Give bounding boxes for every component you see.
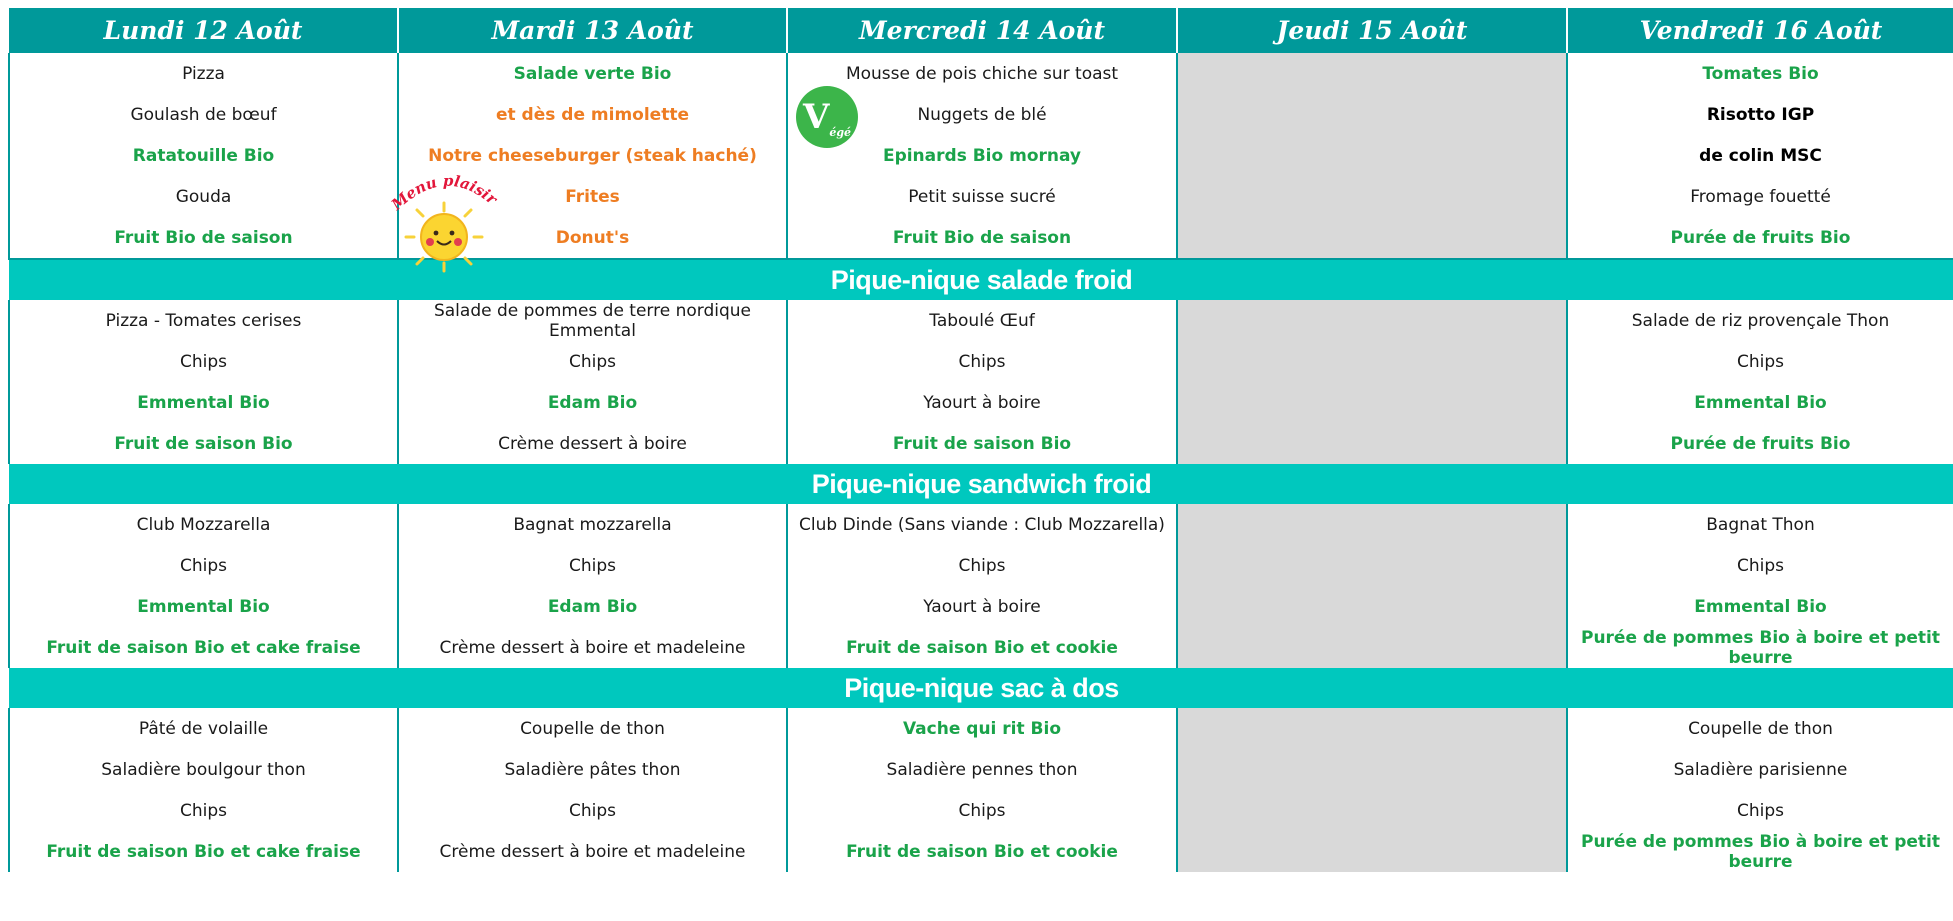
- menu-item: Club Dinde (Sans viande : Club Mozzarella): [799, 514, 1165, 535]
- menu-cell-wednesday: [787, 300, 1177, 464]
- menu-item: Saladière pennes thon: [886, 759, 1078, 780]
- menu-item: Saladière parisienne: [1673, 759, 1848, 780]
- menu-item: Fruit de saison Bio et cake fraise: [46, 841, 361, 862]
- menu-cell-tuesday: [398, 300, 787, 464]
- menu-item: Salade de riz provençale Thon: [1631, 310, 1890, 331]
- menu-item: Yaourt à boire: [923, 596, 1041, 617]
- day-header-monday: Lundi 12 Août: [9, 8, 398, 53]
- menu-item: Vache qui rit Bio: [902, 718, 1062, 739]
- menu-cell-monday: [9, 300, 398, 464]
- closed-day-cell: [1177, 300, 1567, 464]
- menu-item: Purée de fruits Bio: [1670, 227, 1851, 248]
- menu-item: Chips: [568, 351, 616, 372]
- day-header-row: [9, 8, 1953, 53]
- menu-table: [8, 8, 1953, 872]
- menu-item: et dès de mimolette: [495, 104, 689, 125]
- menu-item: Epinards Bio mornay: [882, 145, 1082, 166]
- menu-cell-monday: [9, 708, 398, 872]
- menu-item: Mousse de pois chiche sur toast: [845, 63, 1119, 84]
- menu-item: Chips: [958, 800, 1006, 821]
- menu-cell-monday: [9, 504, 398, 668]
- menu-item: Gouda: [175, 186, 232, 207]
- menu-item: Purée de pommes Bio à boire et petit beurre: [1580, 627, 1941, 668]
- menu-item: Emmental Bio: [1694, 392, 1827, 413]
- menu-item: Saladière boulgour thon: [101, 759, 306, 780]
- menu-item: Emmental Bio: [137, 392, 270, 413]
- menu-item: Pizza - Tomates cerises: [105, 310, 302, 331]
- menu-item: Pâté de volaille: [138, 718, 269, 739]
- menu-item: Chips: [568, 555, 616, 576]
- menu-item: Emmental Bio: [137, 596, 270, 617]
- menu-item: Taboulé Œuf: [929, 310, 1035, 331]
- menu-cell-friday: [1567, 708, 1953, 872]
- menu-item: Chips: [179, 800, 227, 821]
- menu-cell-monday: [9, 53, 398, 259]
- menu-cell-wednesday: [787, 53, 1177, 259]
- menu-item: Chips: [1736, 800, 1784, 821]
- menu-cell-tuesday: [398, 504, 787, 668]
- menu-item: Notre cheeseburger (steak haché): [428, 145, 757, 166]
- weekly-menu: [8, 8, 1953, 921]
- menu-cell-friday: [1567, 53, 1953, 259]
- menu-item: Petit suisse sucré: [908, 186, 1056, 207]
- menu-item: Risotto IGP: [1706, 104, 1815, 125]
- menu-item: Tomates Bio: [1702, 63, 1819, 84]
- menu-cell-wednesday: [787, 708, 1177, 872]
- day-header-friday: Vendredi 16 Août: [1567, 8, 1953, 53]
- menu-item: Purée de pommes Bio à boire et petit beurre: [1580, 831, 1941, 872]
- menu-item: Fruit Bio de saison: [114, 227, 293, 248]
- menu-item: Fruit de saison Bio et cake fraise: [46, 637, 361, 658]
- menu-item: Bagnat mozzarella: [513, 514, 672, 535]
- menu-item: Chips: [1736, 351, 1784, 372]
- closed-day-cell: [1177, 708, 1567, 872]
- menu-item: Fruit de saison Bio: [114, 433, 293, 454]
- menu-item: Chips: [179, 351, 227, 372]
- vege-letter: V: [802, 97, 830, 137]
- day-header-tuesday: Mardi 13 Août: [398, 8, 787, 53]
- menu-item: Nuggets de blé: [917, 104, 1047, 125]
- menu-cell-wednesday: [787, 504, 1177, 668]
- menu-plaisir-label: Menu plaisir: [389, 171, 501, 214]
- lunch-menu-row: [9, 53, 1953, 259]
- menu-item: Goulash de bœuf: [130, 104, 277, 125]
- menu-cell-friday: [1567, 300, 1953, 464]
- menu-item: Coupelle de thon: [1688, 718, 1833, 739]
- day-header-thursday: Jeudi 15 Août: [1177, 8, 1567, 53]
- menu-item: Fruit Bio de saison: [892, 227, 1072, 248]
- menu-item: Edam Bio: [547, 596, 638, 617]
- menu-item: Edam Bio: [547, 392, 638, 413]
- menu-item: Coupelle de thon: [520, 718, 665, 739]
- vege-icon: [796, 86, 858, 148]
- section-title: Pique-nique sac à dos: [9, 668, 1953, 708]
- menu-item: Chips: [179, 555, 227, 576]
- picnic-menu-row: [9, 300, 1953, 464]
- menu-item: Purée de fruits Bio: [1670, 433, 1851, 454]
- menu-item: Club Mozzarella: [136, 514, 271, 535]
- menu-item: Emmental Bio: [1694, 596, 1827, 617]
- menu-item: Chips: [568, 800, 616, 821]
- section-title: Pique-nique sandwich froid: [9, 464, 1953, 504]
- menu-item: Chips: [1736, 555, 1784, 576]
- menu-item: Salade verte Bio: [513, 63, 672, 84]
- menu-item: Pizza: [182, 63, 225, 84]
- menu-body: [9, 53, 1953, 872]
- menu-item: Fruit de saison Bio: [892, 433, 1072, 454]
- section-header-row: [9, 259, 1953, 300]
- vege-suffix: égé: [829, 125, 852, 139]
- menu-item: Fromage fouetté: [1690, 186, 1831, 207]
- menu-item: de colin MSC: [1699, 145, 1822, 166]
- menu-item: Bagnat Thon: [1706, 514, 1815, 535]
- section-title: Pique-nique salade froid: [9, 259, 1953, 300]
- menu-item: Chips: [958, 351, 1006, 372]
- menu-plaisir-sun-icon: [389, 163, 509, 273]
- menu-item: Frites: [565, 186, 620, 207]
- menu-cell-tuesday: [389, 53, 787, 259]
- menu-cell-friday: [1567, 504, 1953, 668]
- menu-item: Saladière pâtes thon: [504, 759, 681, 780]
- menu-item: Chips: [958, 555, 1006, 576]
- menu-item: Crème dessert à boire et madeleine: [439, 841, 746, 862]
- menu-item: Salade de pommes de terre nordique Emmental: [433, 300, 752, 341]
- menu-item: Crème dessert à boire et madeleine: [439, 637, 746, 658]
- closed-day-cell: [1177, 53, 1567, 259]
- section-header-row: [9, 464, 1953, 504]
- menu-cell-tuesday: [398, 708, 787, 872]
- menu-item: Fruit de saison Bio et cookie: [846, 637, 1118, 658]
- menu-item: Ratatouille Bio: [132, 145, 275, 166]
- menu-item: Donut's: [555, 227, 630, 248]
- menu-item: Yaourt à boire: [923, 392, 1041, 413]
- picnic-menu-row: [9, 504, 1953, 668]
- menu-item: Crème dessert à boire: [498, 433, 687, 454]
- section-header-row: [9, 668, 1953, 708]
- picnic-menu-row: [9, 708, 1953, 872]
- day-header-wednesday: Mercredi 14 Août: [787, 8, 1177, 53]
- menu-item: Fruit de saison Bio et cookie: [846, 841, 1118, 862]
- closed-day-cell: [1177, 504, 1567, 668]
